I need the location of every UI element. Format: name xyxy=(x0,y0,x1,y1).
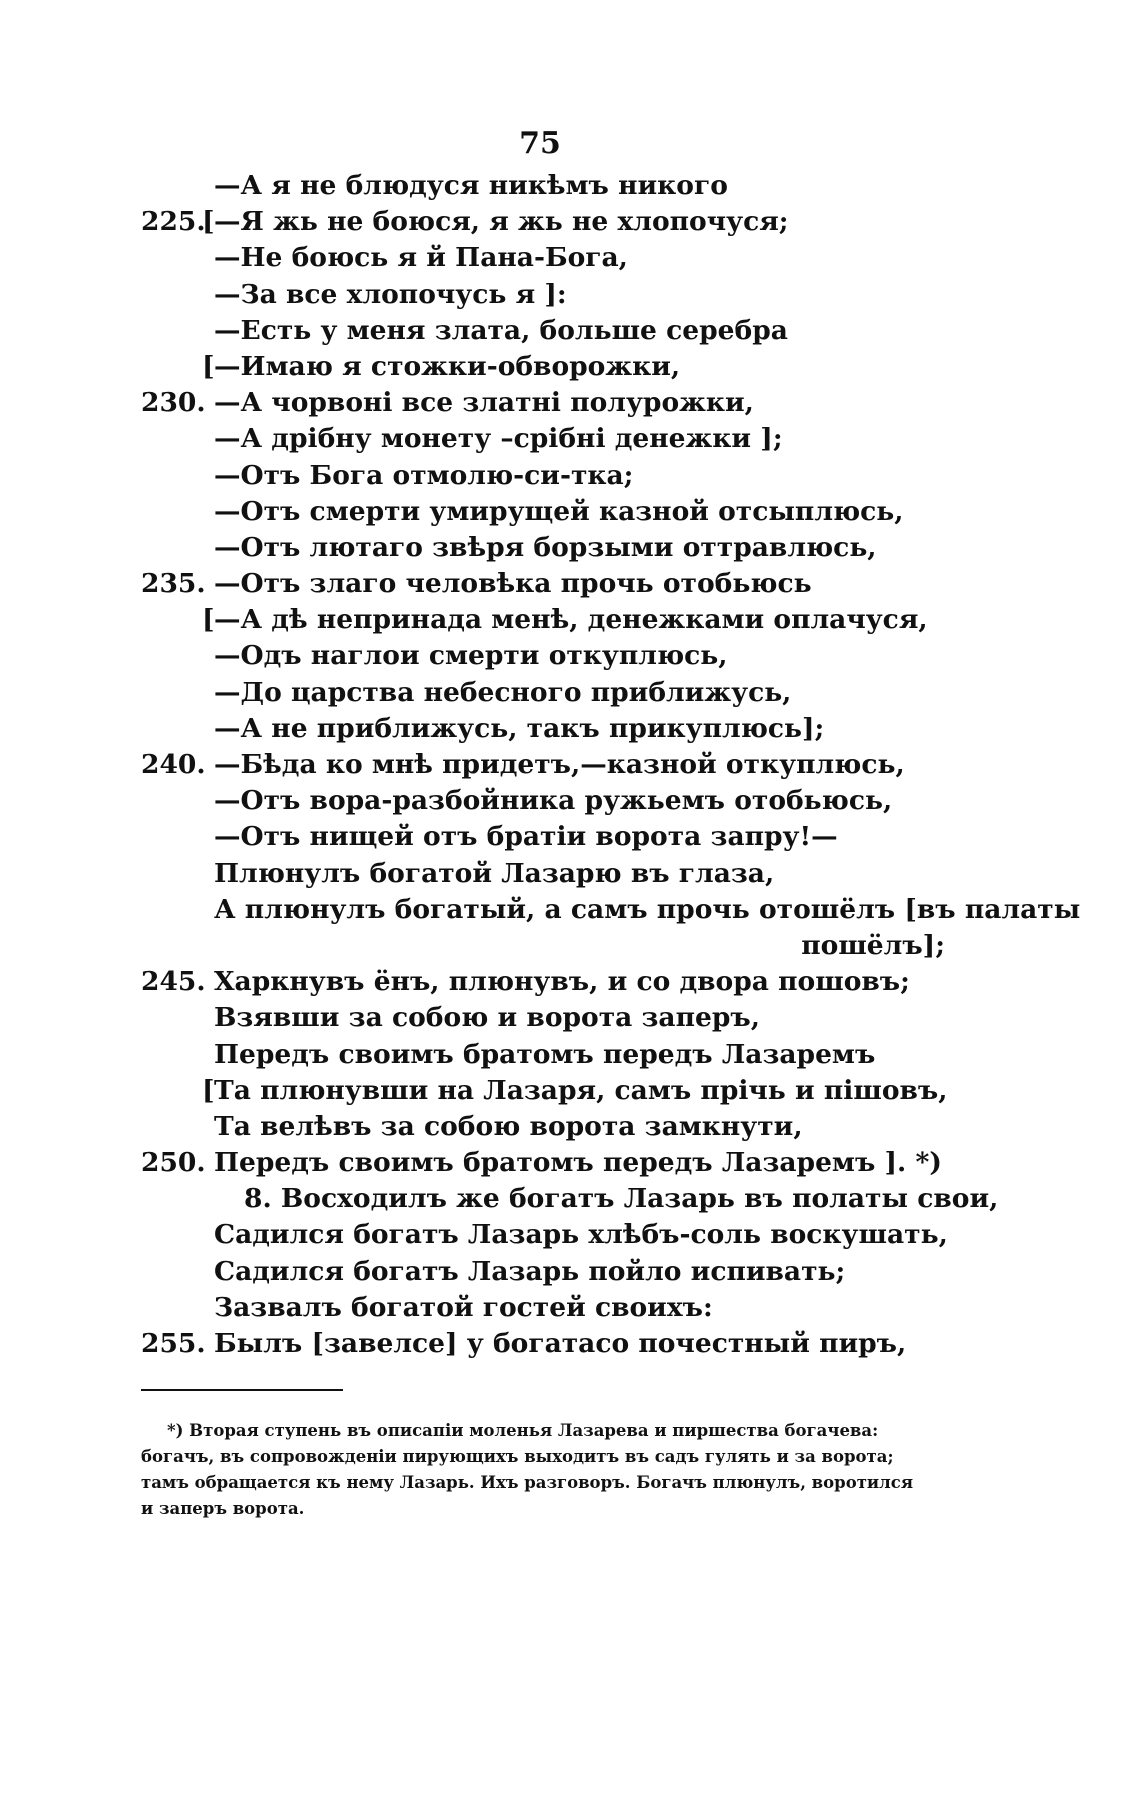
line-text: А плюнулъ богатый, а самъ прочь отошёлъ [въ палаты xyxy=(214,893,1081,925)
line-number: 225. xyxy=(141,206,206,238)
line-text: —Отъ лютаго звѣря борзыми оттравлюсь, xyxy=(214,531,877,563)
footnote-line: тамъ обращается къ нему Лазарь. Ихъ разговоръ. Богачъ плюнулъ, воротился xyxy=(141,1473,914,1492)
verse-line xyxy=(0,1254,1140,1290)
verse-line xyxy=(0,421,1140,457)
line-text: пошёлъ]; xyxy=(801,929,945,961)
verse-line xyxy=(0,928,1140,964)
line-text: Та велѣвъ за собою ворота замкнути, xyxy=(214,1110,803,1142)
verse-line xyxy=(0,1145,1140,1181)
bracket-mark: [ xyxy=(202,206,215,238)
verse-line xyxy=(0,856,1140,892)
poem-text xyxy=(0,168,1140,1362)
verse-line xyxy=(0,892,1140,928)
verse-line xyxy=(0,1037,1140,1073)
footnote-line: и заперъ ворота. xyxy=(141,1499,305,1518)
footnote-line: *) Вторая ступень въ описапіи моленья Лазарева и пиршества богачева: xyxy=(167,1421,879,1440)
line-text: —Отъ смерти умирущей казной отсыплюсь, xyxy=(214,495,904,527)
line-text: —А дѣ непринада менѣ, денежками оплачуся, xyxy=(214,604,928,636)
footnote xyxy=(141,1418,941,1522)
bracket-mark: [ xyxy=(202,350,215,382)
line-text: Взявши за собою и ворота заперъ, xyxy=(214,1002,760,1034)
line-text: —Отъ вора-разбойника ружьемъ отобьюсь, xyxy=(214,785,893,817)
line-text: —До царства небесного приближусь, xyxy=(214,676,792,708)
line-text: Плюнулъ богатой Лазарю въ глаза, xyxy=(214,857,775,889)
verse-line xyxy=(0,1073,1140,1109)
verse-line xyxy=(0,168,1140,204)
line-number: 255. xyxy=(141,1328,206,1359)
verse-line xyxy=(0,747,1140,783)
verse-line xyxy=(0,1290,1140,1326)
line-number: 240. xyxy=(141,749,206,780)
line-text: —А не приближусь, такъ прикуплюсь]; xyxy=(214,712,825,744)
line-text: —Не боюсь я й Пана-Бога, xyxy=(214,242,628,274)
verse-line xyxy=(0,566,1140,602)
line-number: 250. xyxy=(141,1147,206,1179)
verse-line xyxy=(0,819,1140,855)
line-text: —Отъ злаго человѣка прочь отобьюсь xyxy=(214,568,812,600)
line-text: —Отъ Бога отмолю-си-тка; xyxy=(214,459,634,491)
line-number: 235. xyxy=(141,568,206,600)
verse-line xyxy=(0,385,1140,421)
verse-line xyxy=(0,1181,1140,1217)
bracket-mark: [ xyxy=(202,604,215,636)
line-text: Былъ [завелсе] у богатасо почестный пиръ, xyxy=(214,1328,907,1359)
line-text: —Есть у меня злата, больше серебра xyxy=(214,314,788,346)
verse-line xyxy=(0,494,1140,530)
verse-line xyxy=(0,675,1140,711)
verse-line xyxy=(0,1217,1140,1253)
verse-line xyxy=(0,349,1140,385)
verse-line xyxy=(0,277,1140,313)
verse-line xyxy=(0,530,1140,566)
verse-line xyxy=(0,313,1140,349)
verse-line xyxy=(0,1109,1140,1145)
line-text: —А дрібну монету –срібні денежки ]; xyxy=(214,423,783,455)
line-text: Зазвалъ богатой гостей своихъ: xyxy=(214,1291,713,1323)
line-text: —Отъ нищей отъ братіи ворота запру!— xyxy=(214,821,838,853)
line-text: —Имаю я стожки-обворожки, xyxy=(214,350,681,382)
verse-line xyxy=(0,783,1140,819)
verse-line xyxy=(0,240,1140,276)
verse-line xyxy=(0,204,1140,240)
verse-line xyxy=(0,1000,1140,1036)
verse-line xyxy=(0,638,1140,674)
line-text: —А чорвоні все златні полурожки, xyxy=(214,387,754,419)
page-number: 75 xyxy=(519,126,561,161)
line-text: —Я жь не боюся, я жь не хлопочуся; xyxy=(214,206,789,238)
verse-line xyxy=(0,711,1140,747)
footnote-line: богачъ, въ сопровожденіи пирующихъ выходитъ въ садъ гулять и за ворота; xyxy=(141,1447,894,1466)
line-number: 245. xyxy=(141,966,206,998)
line-text: —Бѣда ко мнѣ придетъ,—казной откуплюсь, xyxy=(214,749,905,780)
line-number: 230. xyxy=(141,387,206,419)
footnote-separator xyxy=(141,1389,343,1391)
verse-line xyxy=(0,1326,1140,1362)
line-text: Передъ своимъ братомъ передъ Лазаремъ ]. *) xyxy=(214,1147,942,1179)
bracket-mark: [ xyxy=(202,1074,215,1106)
line-text: Харкнувъ ёнъ, плюнувъ, и со двора пошовъ; xyxy=(214,966,910,998)
line-text: Передъ своимъ братомъ передъ Лазаремъ xyxy=(214,1038,876,1070)
line-text: Садился богатъ Лазарь пойло испивать; xyxy=(214,1255,846,1287)
verse-line xyxy=(0,458,1140,494)
line-text: —За все хлопочусь я ]: xyxy=(214,278,567,310)
line-text: Садился богатъ Лазарь хлѣбъ-соль воскушать, xyxy=(214,1219,948,1251)
verse-line xyxy=(0,964,1140,1000)
line-text: —А я не блюдуся никѣмъ никого xyxy=(214,170,728,201)
line-text: 8. Восходилъ же богатъ Лазарь въ полаты свои, xyxy=(244,1183,999,1215)
line-text: —Одъ наглои смерти откуплюсь, xyxy=(214,640,728,672)
line-text: Та плюнувши на Лазаря, самъ прічь и пішовъ, xyxy=(214,1074,948,1106)
verse-line xyxy=(0,602,1140,638)
